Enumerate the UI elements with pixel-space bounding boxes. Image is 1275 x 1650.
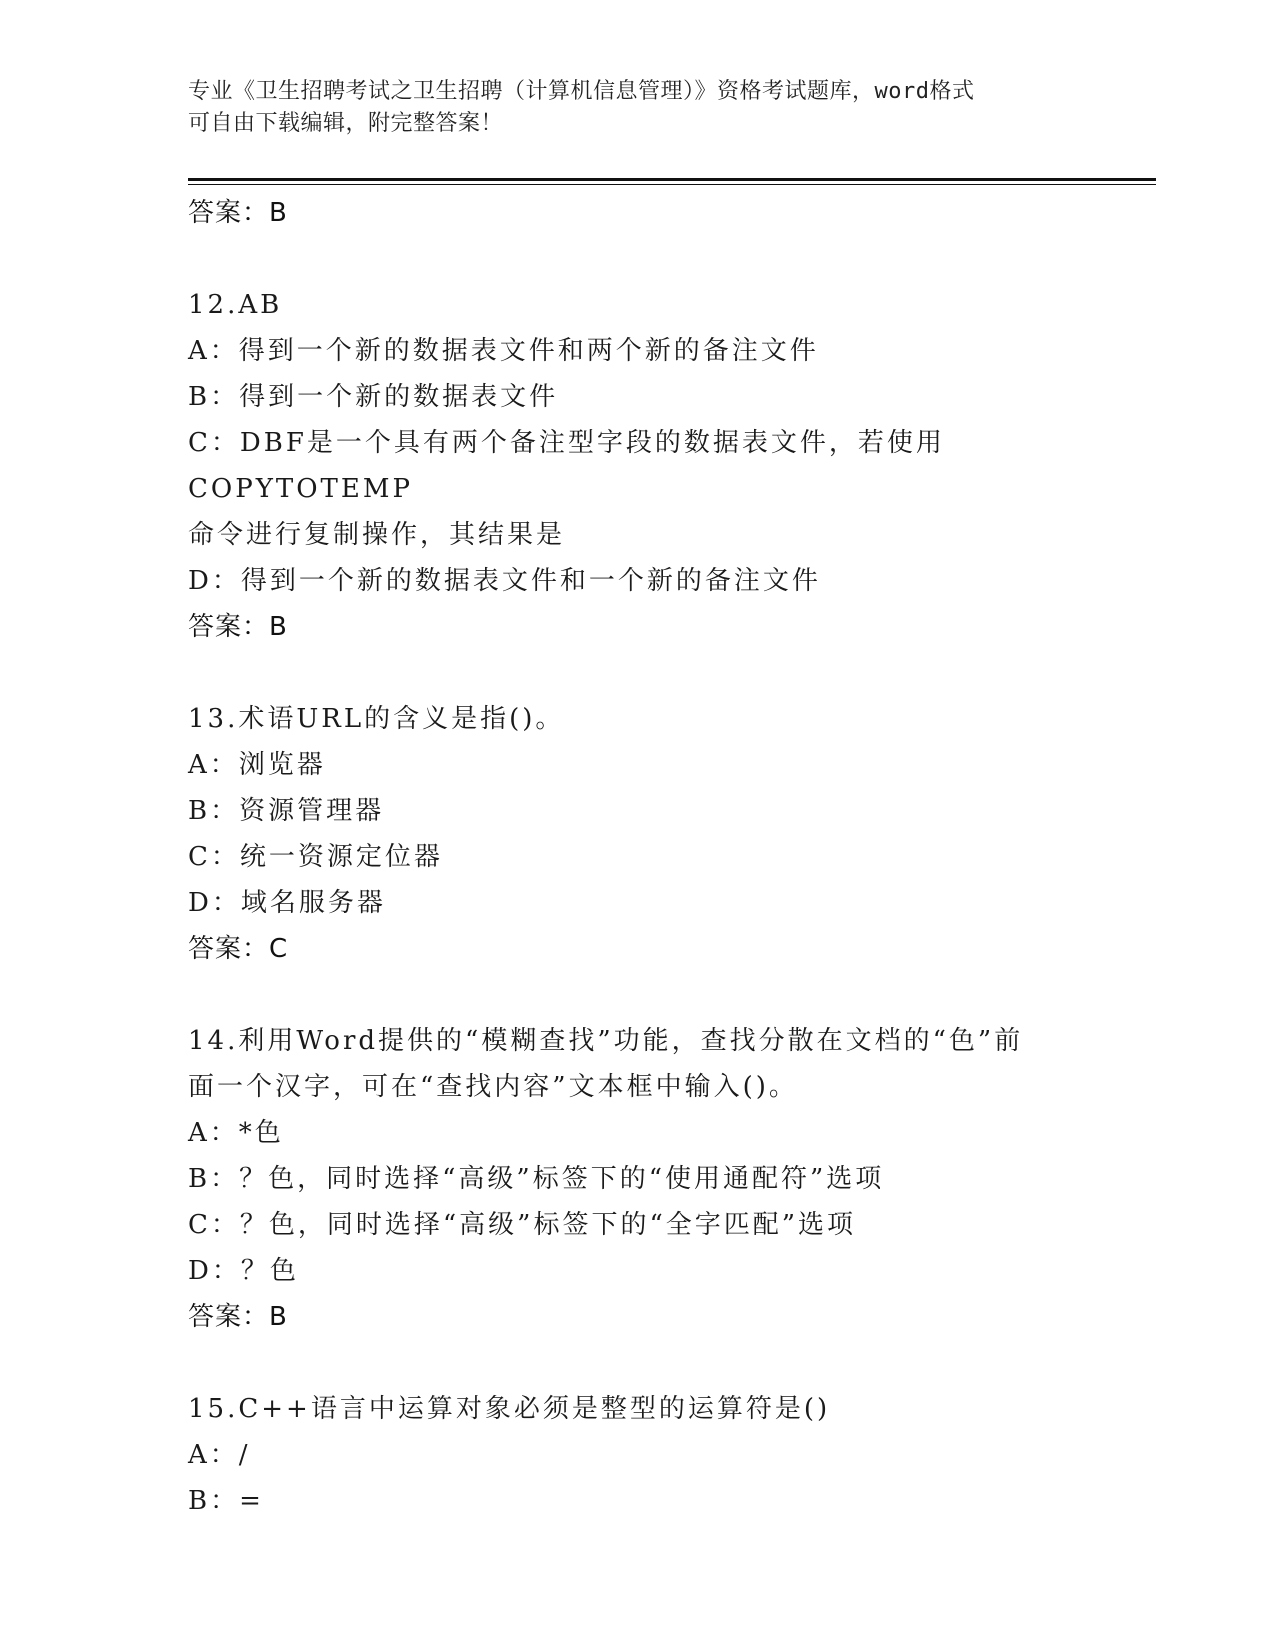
spacer <box>188 236 1088 282</box>
header-divider-thick <box>188 178 1156 181</box>
option-b: B：= <box>188 1486 264 1516</box>
option-b: B：资源管理器 <box>188 796 385 826</box>
option-a: A：/ <box>188 1440 251 1470</box>
option-d: D：得到一个新的数据表文件和一个新的备注文件 <box>188 566 821 596</box>
header-line-2: 可自由下载编辑，附完整答案！ <box>188 111 504 136</box>
option-d: D：域名服务器 <box>188 888 386 918</box>
spacer <box>188 972 1088 1018</box>
question-stem: 14.利用Word提供的“模糊查找”功能，查找分散在文档的“色”前 <box>188 1026 1024 1056</box>
option-c: C：DBF是一个具有两个备注型字段的数据表文件，若使用COPYTOTEMP <box>188 428 945 504</box>
question-stem: 15.C++语言中运算对象必须是整型的运算符是() <box>188 1394 831 1424</box>
option-a: A：*色 <box>188 1118 284 1148</box>
answer-line: 答案：B <box>188 198 288 228</box>
question-stem: 13.术语URL的含义是指()。 <box>188 704 565 734</box>
spacer <box>188 1340 1088 1386</box>
answer-line: 答案：B <box>188 1302 288 1332</box>
option-a: A：得到一个新的数据表文件和两个新的备注文件 <box>188 336 819 366</box>
question-12 <box>188 282 1088 650</box>
option-b: B：？色，同时选择“高级”标签下的“使用通配符”选项 <box>188 1164 885 1194</box>
option-c: C：统一资源定位器 <box>188 842 443 872</box>
header-line-1: 专业《卫生招聘考试之卫生招聘（计算机信息管理）》资格考试题库，word格式 <box>188 79 975 104</box>
question-stem: 12.AB <box>188 290 283 320</box>
question-14 <box>188 1018 1088 1340</box>
question-content <box>188 190 1088 1524</box>
option-a: A：浏览器 <box>188 750 326 780</box>
question-13 <box>188 696 1088 972</box>
option-b: B：得到一个新的数据表文件 <box>188 382 559 412</box>
option-d: D：？色 <box>188 1256 299 1286</box>
answer-line: 答案：C <box>188 934 289 964</box>
spacer <box>188 650 1088 696</box>
answer-line: 答案：B <box>188 612 288 642</box>
question-15 <box>188 1386 1088 1524</box>
document-header <box>188 76 1088 140</box>
header-divider-thin <box>188 184 1156 185</box>
question-stem-continued: 面一个汉字，可在“查找内容”文本框中输入()。 <box>188 1072 798 1102</box>
option-c: C：？色，同时选择“高级”标签下的“全字匹配”选项 <box>188 1210 857 1240</box>
option-c-continued: 命令进行复制操作，其结果是 <box>188 520 566 550</box>
